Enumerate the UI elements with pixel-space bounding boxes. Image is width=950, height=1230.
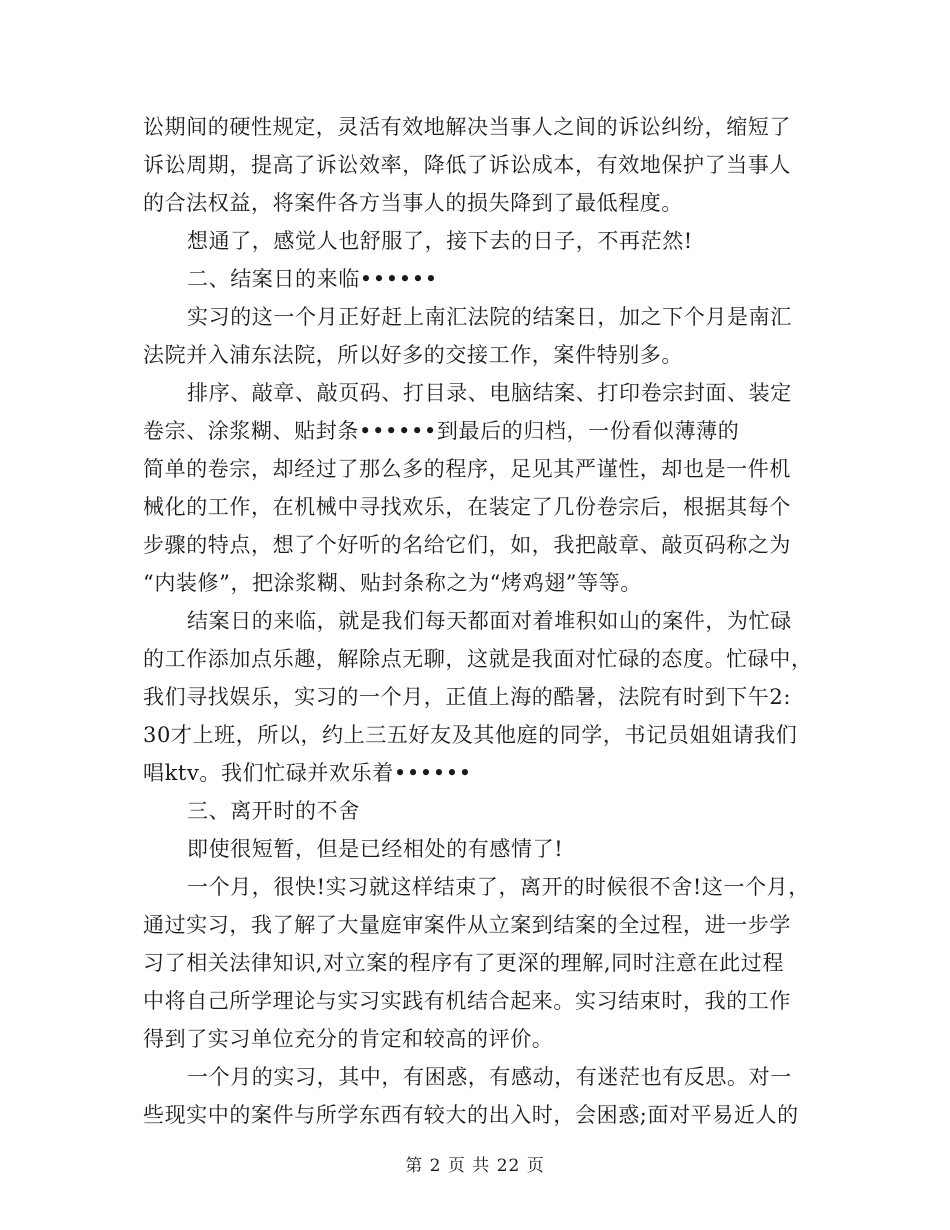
text-line: 诉讼周期，提高了诉讼效率，降低了诉讼成本，有效地保护了当事人 [143, 153, 791, 177]
document-body [143, 108, 813, 1134]
text-line: 排序、敲章、敲页码、打目录、电脑结案、打印卷宗封面、装定 [187, 381, 792, 405]
text-line: 的合法权益，将案件各方当事人的损失降到了最低程度。 [143, 191, 683, 215]
text-line: 简单的卷宗，却经过了那么多的程序，足见其严谨性，却也是一件机 [143, 457, 791, 481]
text-line: 想通了，感觉人也舒服了，接下去的日子，不再茫然! [187, 229, 693, 253]
text-line: 一个月，很快!实习就这样结束了，离开的时候很不舍!这一个月， [187, 875, 810, 899]
text-line: 三、离开时的不舍 [187, 799, 360, 823]
text-line: 的工作添加点乐趣，解除点无聊，这就是我面对忙碌的态度。忙碌中， [143, 647, 813, 671]
page-number-footer: 第 2 页 共 22 页 [405, 1156, 545, 1176]
text-line: 卷宗、涂浆糊、贴封条••••••到最后的归档，一份看似薄薄的 [143, 419, 740, 443]
text-line: 械化的工作，在机械中寻找欢乐，在装定了几份卷宗后，根据其每个 [143, 495, 791, 519]
text-line: 步骤的特点，想了个好听的名给它们，如，我把敲章、敲页码称之为 [143, 533, 791, 557]
text-line: 习了相关法律知识,对立案的程序有了更深的理解,同时注意在此过程 [143, 951, 784, 975]
text-line: “内装修”，把涂浆糊、贴封条称之为“烤鸡翅”等等。 [143, 571, 642, 595]
text-line: 通过实习，我了解了大量庭审案件从立案到结案的全过程，进一步学 [143, 913, 791, 937]
text-line: 我们寻找娱乐，实习的一个月，正值上海的酷暑，法院有时到下午2: [143, 685, 792, 709]
text-line: 一个月的实习，其中，有困惑，有感动，有迷茫也有反思。对一 [187, 1065, 792, 1089]
text-line: 二、结案日的来临•••••• [187, 267, 438, 291]
text-line: 些现实中的案件与所学东西有较大的出入时，会困惑;面对平易近人的 [143, 1103, 799, 1127]
text-line: 法院并入浦东法院，所以好多的交接工作，案件特别多。 [143, 343, 683, 367]
text-line: 即使很短暂，但是已经相处的有感情了! [187, 837, 564, 861]
text-line: 30才上班，所以，约上三五好友及其他庭的同学，书记员姐姐请我们 [143, 723, 798, 747]
text-line: 唱ktv。我们忙碌并欢乐着•••••• [143, 761, 472, 785]
text-line: 中将自己所学理论与实习实践有机结合起来。实习结束时，我的工作 [143, 989, 791, 1013]
text-line: 实习的这一个月正好赶上南汇法院的结案日，加之下个月是南汇 [187, 305, 792, 329]
text-line: 得到了实习单位充分的肯定和较高的评价。 [143, 1027, 554, 1051]
text-line: 讼期间的硬性规定，灵活有效地解决当事人之间的诉讼纠纷，缩短了 [143, 115, 791, 139]
text-line: 结案日的来临，就是我们每天都面对着堆积如山的案件，为忙碌 [187, 609, 792, 633]
